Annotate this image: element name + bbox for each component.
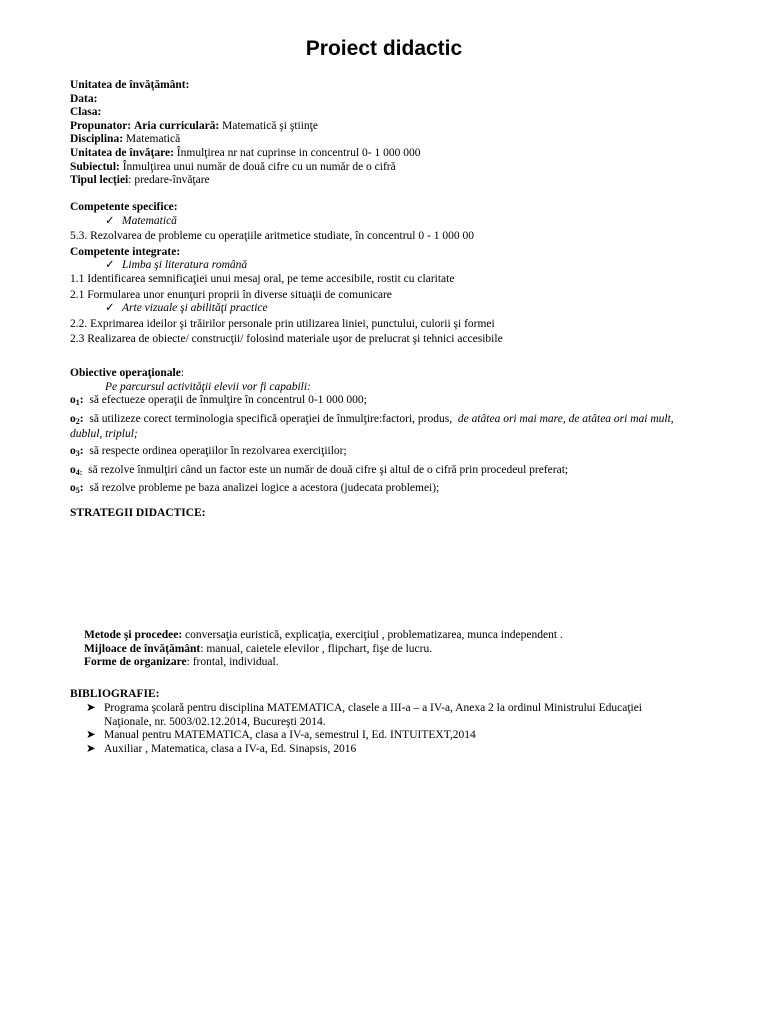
strategii-details [84,629,734,670]
disciplina-label: Disciplina: [70,133,124,146]
mijloace-field [84,643,734,657]
objective-o2-cont: dublul, triplul; [70,428,138,441]
arrow-bullet-icon: ➤ [86,742,96,755]
objective-number: 1 [75,398,80,408]
subject-matematica-label: Matematică [122,214,177,227]
objective-label: o [70,444,76,457]
objective-text: să rezolve probleme pe baza analizei logice a acestora (judecata problemei); [89,482,440,495]
objective-text-italic: de atâtea ori mai mare, de atâtea ori mai mult, [457,412,674,425]
competenta-2-2: 2.2. Exprimarea ideilor şi trăirilor personale prin utilizarea liniei, punctului, culorii şi formei [70,317,495,330]
objective-o4 [70,464,720,480]
propunator-field [70,120,720,134]
obiective-intro: Pe parcursul activităţii elevii vor fi capabili: [105,380,311,393]
arrow-bullet-icon: ➤ [86,702,96,714]
objective-o3 [70,445,720,461]
clasa-field: Clasa: [70,106,102,119]
competenta-2-1: 2.1 Formularea unor enunţuri proprii în diverse situaţii de comunicare [70,288,392,301]
mijloace-value: : manual, caietele elevilor , flipchart, fişe de lucru. [200,642,433,655]
unitate-invatare-label: Unitatea de învăţare: [70,146,174,159]
disciplina-value: Matematică [125,133,181,146]
bib-item-1 [86,702,686,729]
mijloace-label: Mijloace de învăţământ [84,642,201,655]
objective-sep: : [79,444,84,457]
forme-value: : frontal, individual. [186,656,279,669]
objective-number: 4: [75,467,83,477]
subiect-label: Subiectul: [70,160,120,173]
objective-sep: : [79,482,84,495]
unitate-invatare-value: Înmulţirea nr nat cuprinse in concentrul 0- 1 000 000 [176,146,421,159]
bib-item-1-line2: Naţionale, nr. 5003/02.12.2014, Bucureşti 2014. [104,715,326,728]
data-field: Data: [70,92,98,105]
tip-lectie-field [70,174,720,188]
competente-integrate-heading: Competente integrate: [70,245,181,258]
metode-label: Metode şi procedee: [84,629,183,641]
objective-o5 [70,482,720,498]
competenta-5-3: 5.3. Rezolvarea de probleme cu operaţiile aritmetice studiate, în concentrul 0 - 1 000 00 [70,230,474,243]
header-info [70,79,720,188]
subject-matematica [70,215,720,229]
subiect-value: Înmulţirea unui număr de două cifre cu un număr de o cifră [122,160,396,173]
bib-item-3-text: Auxiliar , Matematica, clasa a IV-a, Ed. Sinapsis, 2016 [104,742,357,755]
checkmark-icon: ✓ [105,302,115,315]
objective-text: să efectueze operaţii de înmulţire în concentrul 0-1 000 000; [89,394,367,407]
competenta-1-1: 1.1 Identificarea semnificaţiei unui mesaj oral, pe teme accesibile, rostit cu claritate [70,272,455,285]
objective-sep: : [79,412,84,425]
arrow-bullet-icon: ➤ [86,729,96,742]
subject-arte-vizuale [70,302,720,316]
aria-label: Aria curriculară: [134,119,220,132]
objective-o1 [70,394,720,410]
competente-specifice-section [70,201,720,347]
objective-text: să respecte ordinea operaţiilor în rezolvarea exerciţiilor; [89,444,347,457]
metode-value: conversaţia euristică, explicaţia, exerciţiul , problematizarea, munca independent . [185,629,563,641]
subject-arte-vizuale-label: Arte vizuale şi abilităţi practice [122,302,268,315]
competente-specifice-heading: Competente specifice: [70,201,178,213]
bib-item-2-text: Manual pentru MATEMATICA, clasa a IV-a, semestrul I, Ed. INTUITEXT,2014 [104,729,476,742]
bib-item-1-line1: Programa şcolară pentru disciplina MATEMATICA, clasele a III-a – a IV-a, Anexa 2 la ordinul Ministrului Educaţiei [104,702,643,714]
objective-label: o [70,412,76,425]
obiective-heading-line [70,367,720,381]
bibliografie-heading: BIBLIOGRAFIE: [70,688,160,700]
metode-field [84,629,734,643]
checkmark-icon: ✓ [105,259,115,272]
tip-lectie-label: Tipul lecţiei [70,174,129,187]
checkmark-icon: ✓ [105,214,115,227]
strategii-heading: STRATEGII DIDACTICE: [70,507,206,519]
objective-o2 [70,413,720,429]
objective-number: 3 [75,448,80,458]
obiective-heading: Obiective operaţionale [70,367,181,379]
subject-limba-romana [70,259,720,273]
obiective-section [70,367,720,498]
forme-label: Forme de organizare [84,656,187,669]
objective-label: o [70,463,76,476]
obiective-colon: : [180,367,185,379]
unitate-invatare-field [70,147,720,161]
objective-number: 5 [75,486,80,496]
subiect-field [70,161,720,175]
page-title: Proiect didactic [305,37,463,60]
tip-lectie-value: : predare-învăţare [128,174,210,187]
unitate-field: Unitatea de învăţământ: [70,79,190,91]
objective-number: 2 [75,416,80,426]
competenta-2-3: 2.3 Realizarea de obiecte/ construcţii/ folosind materiale uşor de prelucrat şi tehnici accesibile [70,333,503,346]
objective-text: să utilizeze corect terminologia specifică operaţiei de înmulţire:factori, produs, [89,412,453,425]
bib-item-3 [86,743,686,757]
subject-limba-romana-label: Limba şi literatura română [122,259,248,272]
objective-label: o [70,394,76,407]
disciplina-field [70,133,720,147]
propunator-label: Propunator: [70,119,132,132]
bibliografie-list [86,702,686,756]
aria-value: Matematică şi ştiinţe [222,119,318,132]
bib-item-2 [86,729,686,743]
objective-sep: : [79,394,84,407]
objective-label: o [70,482,76,495]
objective-text: să rezolve înmulţiri când un factor este un număr de două cifre şi altul de o cifră prin procedeul preferat; [88,463,569,476]
forme-field [84,656,734,670]
